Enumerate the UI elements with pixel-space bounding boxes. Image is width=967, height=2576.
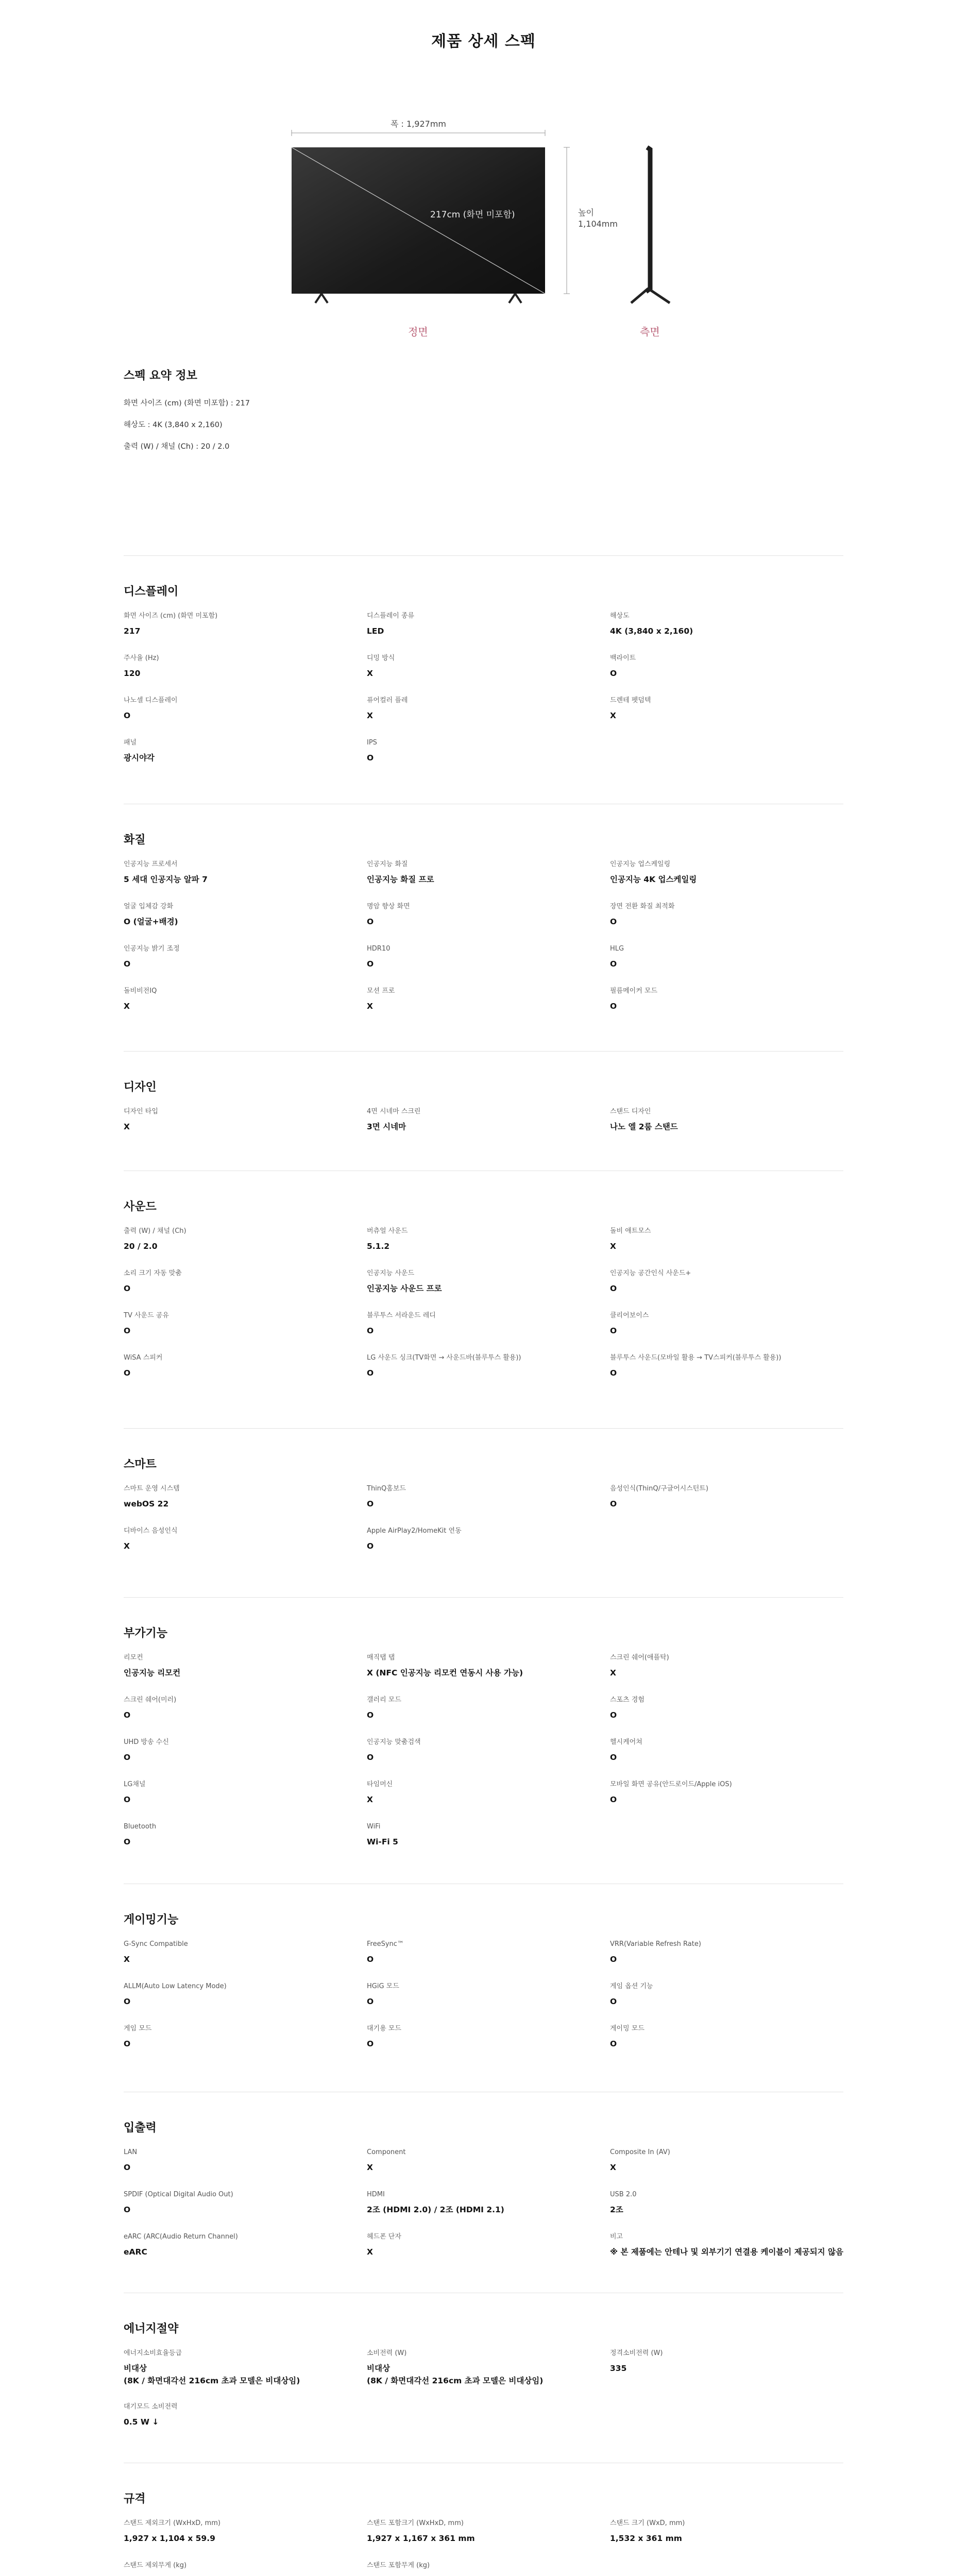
spec-label: HDR10	[367, 945, 391, 953]
spec-label: Component	[367, 2148, 406, 2156]
spec-item	[367, 2519, 604, 2545]
spec-value: X	[124, 1541, 130, 1551]
spec-item	[610, 1227, 847, 1252]
spec-value: O	[367, 2039, 374, 2048]
spec-item	[124, 2148, 361, 2174]
section-title: 입출력	[124, 2122, 157, 2134]
spec-item	[610, 1107, 847, 1133]
spec-label: ALLM(Auto Low Latency Mode)	[124, 1982, 227, 1990]
spec-item	[610, 1982, 847, 2008]
tv-drawing	[0, 0, 967, 350]
spec-section	[124, 555, 843, 762]
front-view-label: 정면	[408, 326, 428, 338]
spec-label: 퓨어컬러 플레	[367, 697, 408, 704]
section-title: 규격	[124, 2493, 146, 2505]
spec-value: 3면 시네마	[367, 1122, 406, 1131]
spec-value: O	[124, 2039, 131, 2048]
spec-item	[610, 1738, 847, 1764]
spec-label: 인공지능 공간인식 사운드+	[610, 1269, 691, 1277]
spec-value: 나노 엘 2룸 스탠드	[610, 1122, 678, 1131]
spec-value: 5.1.2	[367, 1242, 390, 1251]
spec-value: Wi-Fi 5	[367, 1837, 398, 1846]
spec-value: 5 세대 인공지능 알파 7	[124, 875, 208, 884]
spec-label: 인공지능 사운드	[367, 1269, 415, 1277]
spec-summary-title: 스펙 요약 정보	[124, 369, 197, 382]
spec-label: 리모컨	[124, 1654, 143, 1662]
spec-value: O	[124, 1997, 131, 2006]
spec-label: 드렌테 펫덤텍	[610, 697, 651, 704]
spec-value: O	[367, 1499, 374, 1509]
spec-item	[367, 944, 604, 970]
spec-item	[367, 1738, 604, 1764]
spec-value: O	[124, 1326, 131, 1335]
spec-item	[124, 1653, 361, 1679]
spec-item	[367, 2024, 604, 2050]
spec-value: X (NFC 인공지능 리모컨 연동시 사용 가능)	[367, 1668, 523, 1677]
spec-label: 대기용 모드	[367, 2025, 401, 2032]
spec-item	[124, 2232, 361, 2258]
spec-item	[367, 1696, 604, 1721]
spec-label: 4면 시네마 스크린	[367, 1108, 421, 1115]
spec-item	[367, 1822, 604, 1848]
spec-item	[124, 1269, 361, 1295]
spec-label: HDMI	[367, 2191, 385, 2198]
summary-item: 해상도 : 4K (3,840 x 2,160)	[124, 421, 223, 429]
spec-value: X	[124, 1122, 130, 1131]
spec-item	[367, 696, 604, 722]
spec-value: O	[124, 959, 131, 969]
spec-label: 스탠드 포함크기 (WxHxD, mm)	[367, 2519, 464, 2527]
spec-label: 매직탭 탭	[367, 1654, 395, 1662]
spec-value: O	[367, 753, 374, 762]
section-title: 에너지절약	[124, 2323, 179, 2335]
spec-item	[610, 1484, 847, 1510]
spec-item	[367, 1982, 604, 2008]
spec-value: 2조 (HDMI 2.0) / 2조 (HDMI 2.1)	[367, 2205, 504, 2214]
spec-item	[367, 1780, 604, 1806]
spec-label: 스탠드 제외크기 (WxHxD, mm)	[124, 2519, 220, 2527]
spec-item	[367, 1940, 604, 1965]
spec-label: Composite In (AV)	[610, 2148, 670, 2156]
spec-value: 인공지능 리모컨	[124, 1668, 181, 1677]
spec-item	[367, 612, 604, 637]
spec-label: 인공지능 맞춤검색	[367, 1738, 421, 1746]
page-title: 제품 상세 스펙	[431, 32, 536, 50]
spec-label: UHD 방송 수신	[124, 1738, 169, 1746]
summary-item: 화면 사이즈 (cm) (화면 미포함) : 217	[124, 399, 250, 408]
spec-item	[610, 2349, 847, 2375]
spec-label: HLG	[610, 945, 624, 953]
spec-item	[610, 987, 847, 1012]
spec-item	[610, 1696, 847, 1721]
spec-summary	[124, 367, 845, 462]
spec-value: X	[367, 2163, 373, 2172]
spec-item	[610, 696, 847, 722]
spec-value: X	[124, 1002, 130, 1011]
spec-item	[124, 1107, 361, 1133]
spec-value: O	[367, 1997, 374, 2006]
spec-label: 돌비비전IQ	[124, 987, 157, 995]
spec-label: HGiG 모드	[367, 1982, 399, 1990]
spec-item	[367, 1227, 604, 1252]
spec-label: USB 2.0	[610, 2191, 637, 2198]
spec-item	[124, 1227, 361, 1252]
spec-value: 인공지능 사운드 프로	[367, 1284, 442, 1293]
spec-label: 출력 (W) / 채널 (Ch)	[124, 1227, 186, 1235]
spec-item	[367, 2190, 604, 2216]
spec-value: O	[124, 711, 131, 720]
spec-label: 인공지능 화질	[367, 860, 408, 868]
spec-label: 화면 사이즈 (cm) (화면 미포함)	[124, 612, 218, 620]
spec-value: O	[610, 1997, 617, 2006]
spec-item	[124, 1696, 361, 1721]
spec-label: 소비전력 (W)	[367, 2349, 407, 2357]
spec-label: 디바이스 음성인식	[124, 1527, 178, 1535]
spec-item	[367, 902, 604, 928]
spec-item	[610, 1269, 847, 1295]
spec-item	[367, 987, 604, 1012]
spec-label: 게임 모드	[124, 2025, 152, 2032]
section-title: 사운드	[124, 1200, 157, 1213]
spec-label: WiFi	[367, 1823, 381, 1831]
spec-label: 스탠드 디자인	[610, 1108, 651, 1115]
spec-label: 디밍 방식	[367, 654, 395, 662]
spec-label: IPS	[367, 739, 377, 747]
spec-label: TV 사운드 공유	[124, 1312, 169, 1319]
spec-label: Apple AirPlay2/HomeKit 연동	[367, 1527, 462, 1535]
spec-label: 스탠드 포함무게 (kg)	[367, 2562, 430, 2569]
spec-item	[367, 1311, 604, 1337]
spec-label: 인공지능 밝기 조정	[124, 945, 180, 953]
spec-value: 1,927 x 1,104 x 59.9	[124, 2534, 215, 2543]
spec-label: 게이밍 모드	[610, 2025, 644, 2032]
spec-label: 스탠드 크기 (WxD, mm)	[610, 2519, 685, 2527]
spec-value: O	[610, 959, 617, 969]
spec-value: O	[610, 2039, 617, 2048]
product-dimensions-figure	[0, 0, 967, 350]
spec-value: O	[367, 1541, 374, 1551]
spec-label: WiSA 스피커	[124, 1354, 163, 1362]
spec-item	[610, 1780, 847, 1806]
spec-label: FreeSync™	[367, 1940, 404, 1948]
spec-label: 필름메이커 모드	[610, 987, 658, 995]
spec-item	[124, 1940, 361, 1965]
spec-value: 0.5 W ↓	[124, 2417, 159, 2427]
spec-value: O	[367, 959, 374, 969]
spec-label: 스크린 쉐어(미러)	[124, 1696, 177, 1704]
spec-label: 해상도	[610, 612, 630, 620]
spec-item	[124, 2561, 361, 2576]
spec-item	[610, 2519, 847, 2545]
spec-value: X	[610, 1242, 616, 1251]
spec-label: eARC (ARC(Audio Return Channel)	[124, 2233, 238, 2241]
spec-section	[124, 1597, 843, 1846]
spec-label: 비고	[610, 2233, 623, 2241]
spec-value: O	[367, 1326, 374, 1335]
spec-value: 20 / 2.0	[124, 1242, 158, 1251]
spec-item	[610, 1353, 847, 1379]
spec-item	[610, 2148, 847, 2174]
spec-item	[124, 738, 361, 764]
spec-value: 2조	[610, 2205, 623, 2214]
spec-value: X	[124, 1955, 130, 1964]
spec-item	[124, 1311, 361, 1337]
spec-label: 클리어보이스	[610, 1312, 649, 1319]
spec-label: 정격소비전력 (W)	[610, 2349, 663, 2357]
tv-side-profile	[646, 147, 650, 292]
spec-label: 스마트 운영 시스템	[124, 1485, 180, 1493]
spec-item	[124, 2519, 361, 2545]
spec-label: 블루투스 서라운드 레디	[367, 1312, 436, 1319]
spec-item	[610, 2190, 847, 2216]
spec-value: O	[610, 1795, 617, 1804]
spec-item	[610, 902, 847, 928]
spec-label: 백라이트	[610, 654, 636, 662]
summary-item: 출력 (W) / 채널 (Ch) : 20 / 2.0	[124, 443, 230, 451]
spec-item	[610, 1940, 847, 1965]
section-title: 스마트	[124, 1458, 157, 1471]
spec-label: 장면 전환 화질 최적화	[610, 903, 675, 910]
spec-item	[124, 1982, 361, 2008]
spec-value: O	[367, 1368, 374, 1378]
spec-value: O	[610, 1368, 617, 1378]
spec-value: X	[367, 669, 373, 678]
spec-item	[367, 2232, 604, 2258]
spec-value: O	[367, 1710, 374, 1720]
spec-value: O	[124, 1753, 131, 1762]
spec-value: O	[610, 1499, 617, 1509]
spec-label: 스크린 쉐어(애플탁)	[610, 1654, 669, 1662]
spec-label: 디자인 타입	[124, 1108, 158, 1115]
spec-value: X	[367, 2247, 373, 2257]
spec-label: 헤드폰 단자	[367, 2233, 401, 2241]
spec-value: X	[610, 711, 616, 720]
spec-value: 120	[124, 669, 141, 678]
spec-value: O	[367, 1955, 374, 1964]
section-title: 화질	[124, 834, 146, 846]
spec-value: O	[610, 669, 617, 678]
spec-value: O	[610, 1710, 617, 1720]
spec-label: 스탠드 제외무게 (kg)	[124, 2562, 187, 2569]
spec-value: LED	[367, 626, 384, 636]
spec-value: X	[367, 711, 373, 720]
height-dimension-label: 높이 1,104mm	[578, 208, 618, 229]
spec-label: 게임 옵션 기능	[610, 1982, 653, 1990]
spec-item	[367, 1484, 604, 1510]
spec-item	[367, 1353, 604, 1379]
spec-item	[367, 654, 604, 680]
spec-item	[124, 612, 361, 637]
section-title: 게이밍기능	[124, 1913, 179, 1926]
spec-value: 4K (3,840 x 2,160)	[610, 626, 693, 636]
spec-item	[610, 2024, 847, 2050]
spec-value: eARC	[124, 2247, 147, 2257]
spec-item	[367, 860, 604, 886]
spec-label: 인공지능 프로세서	[124, 860, 178, 868]
spec-item	[367, 1269, 604, 1295]
spec-item	[610, 1653, 847, 1679]
spec-value: ※ 본 제품에는 안테나 및 외부기기 연결용 케이블이 제공되지 않음	[610, 2247, 843, 2257]
spec-item	[610, 1311, 847, 1337]
spec-label: G-Sync Compatible	[124, 1940, 188, 1948]
width-dimension-label: 폭 : 1,927mm	[391, 119, 446, 129]
spec-item	[610, 2232, 847, 2258]
spec-item	[124, 1780, 361, 1806]
spec-value: 비대상 (8K / 화면대각선 216cm 초과 모델은 비대상임)	[124, 2364, 300, 2385]
spec-value: O	[124, 2163, 131, 2172]
spec-value: O	[610, 1955, 617, 1964]
spec-label: 얼굴 입체감 강화	[124, 903, 174, 910]
spec-label: 소리 크기 자동 맞춤	[124, 1269, 182, 1277]
spec-label: 대기모드 소비전력	[124, 2403, 178, 2411]
spec-label: 음성인식(ThinQ/구글어시스턴트)	[610, 1485, 708, 1493]
spec-item	[367, 738, 604, 764]
spec-value: 인공지능 4K 업스케일링	[610, 875, 697, 884]
spec-section	[124, 1051, 843, 1131]
spec-value: 1,927 x 1,167 x 361 mm	[367, 2534, 475, 2543]
spec-value: webOS 22	[124, 1499, 169, 1509]
spec-value: X	[367, 1795, 373, 1804]
spec-value: 1,532 x 361 mm	[610, 2534, 682, 2543]
spec-value: 217	[124, 626, 141, 636]
spec-label: 돌비 애트모스	[610, 1227, 651, 1235]
spec-item	[367, 2148, 604, 2174]
spec-value: O	[124, 1368, 131, 1378]
spec-item	[610, 944, 847, 970]
spec-item	[124, 860, 361, 886]
spec-item	[367, 2561, 604, 2576]
spec-value: 인공지능 화질 프로	[367, 875, 434, 884]
spec-item	[124, 654, 361, 680]
spec-value: O	[367, 917, 374, 926]
spec-item	[367, 1527, 604, 1552]
spec-label: 명암 향상 화면	[367, 903, 410, 910]
spec-item	[124, 902, 361, 928]
spec-label: 블루투스 사운드(모바일 활용 → TV스피커(블루투스 활용))	[610, 1354, 782, 1362]
spec-label: 헬시케어쳐	[610, 1738, 642, 1746]
spec-value: 335	[610, 2364, 627, 2373]
spec-value: O	[124, 1837, 131, 1846]
side-view-label: 측면	[640, 326, 660, 338]
spec-value: O	[610, 1753, 617, 1762]
spec-item	[610, 654, 847, 680]
diagonal-size-label: 217cm (화면 미포함)	[430, 210, 515, 220]
spec-label: 주사율 (Hz)	[124, 654, 159, 662]
spec-item	[124, 944, 361, 970]
spec-item	[124, 2190, 361, 2216]
spec-value: 광시야각	[124, 753, 155, 762]
spec-value: O (얼굴+배경)	[124, 917, 178, 926]
spec-item	[124, 987, 361, 1012]
spec-value: O	[610, 1326, 617, 1335]
spec-item	[367, 1107, 604, 1133]
spec-label: LG 사운드 싱크(TV화면 → 사운드바(블루투스 활용))	[367, 1354, 521, 1362]
spec-item	[124, 2402, 361, 2428]
spec-label: 나노셀 디스플레이	[124, 697, 178, 704]
spec-item	[124, 696, 361, 722]
spec-value: O	[610, 917, 617, 926]
spec-value: O	[124, 1284, 131, 1293]
spec-item	[124, 1484, 361, 1510]
spec-item	[610, 860, 847, 886]
spec-item	[124, 1353, 361, 1379]
spec-value: O	[124, 1710, 131, 1720]
spec-value: O	[124, 1795, 131, 1804]
spec-item	[610, 612, 847, 637]
spec-item	[124, 1822, 361, 1848]
spec-value: X	[610, 2163, 616, 2172]
spec-item	[124, 1527, 361, 1552]
spec-item	[367, 1653, 604, 1679]
spec-label: LAN	[124, 2148, 138, 2156]
spec-label: 모바일 화면 공유(안드로이드/Apple iOS)	[610, 1781, 732, 1788]
spec-label: 패널	[124, 739, 137, 747]
spec-label: 인공지능 업스케일링	[610, 860, 671, 868]
spec-item	[124, 1738, 361, 1764]
spec-item	[124, 2024, 361, 2050]
spec-label: 버츄얼 사운드	[367, 1227, 408, 1235]
spec-label: LG채널	[124, 1781, 146, 1788]
spec-value: X	[367, 1002, 373, 1011]
spec-label: 타임머신	[367, 1781, 393, 1788]
spec-label: SPDIF (Optical Digital Audio Out)	[124, 2191, 233, 2198]
spec-item	[124, 2349, 361, 2387]
spec-item	[367, 2349, 604, 2387]
spec-label: Bluetooth	[124, 1823, 157, 1831]
spec-label: 디스플레이 종류	[367, 612, 415, 620]
spec-value: O	[610, 1284, 617, 1293]
section-title: 디스플레이	[124, 585, 179, 598]
section-title: 부가기능	[124, 1627, 168, 1640]
spec-label: VRR(Variable Refresh Rate)	[610, 1940, 701, 1948]
spec-value: O	[610, 1002, 617, 1011]
spec-value: 비대상 (8K / 화면대각선 216cm 초과 모델은 비대상임)	[367, 2364, 544, 2385]
spec-label: 에너지소비효율등급	[124, 2349, 182, 2357]
spec-label: 모션 프로	[367, 987, 395, 995]
spec-value: O	[367, 1753, 374, 1762]
section-title: 디자인	[124, 1081, 157, 1094]
spec-value: O	[124, 2205, 131, 2214]
spec-label: 스포츠 경험	[610, 1696, 644, 1704]
spec-label: ThinQ홈보드	[367, 1485, 406, 1493]
spec-label: 갤러리 모드	[367, 1696, 401, 1704]
spec-value: X	[610, 1668, 616, 1677]
spec-section	[124, 1428, 843, 1551]
